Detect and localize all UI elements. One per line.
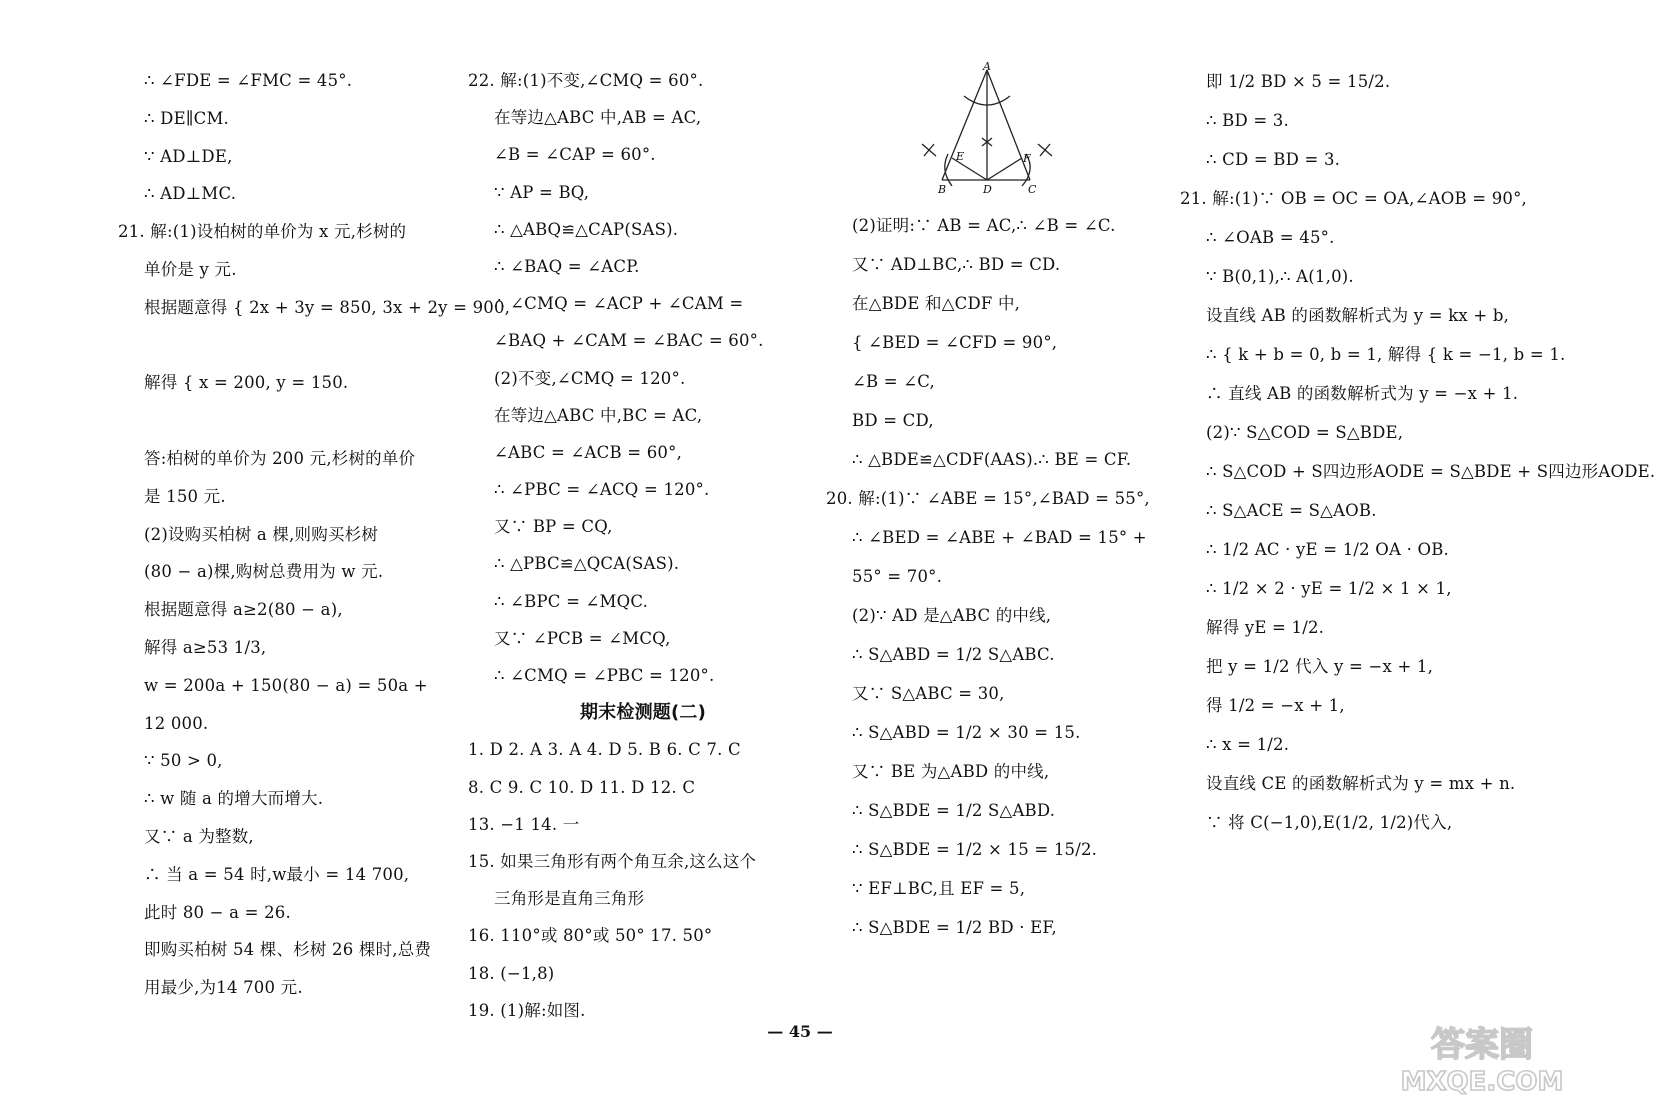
figure-label: C [1028,183,1037,196]
text-line: ∵ B(0,1),∴ A(1,0). [1206,267,1354,286]
figure-label: D [983,183,992,196]
text-line: ∴ △BDE≌△CDF(AAS).∴ BE = CF. [852,450,1132,469]
text-line: ∴ ∠BED = ∠ABE + ∠BAD = 15° + [852,528,1147,547]
text-line: ∴ ∠BAQ = ∠ACP. [494,256,640,276]
text-line: ∴ ∠CMQ = ∠PBC = 120°. [494,666,715,685]
text-line: 设直线 AB 的函数解析式为 y = kx + b, [1206,306,1510,325]
text-line: BD = CD, [852,411,934,430]
figure-label: A [983,60,991,73]
text-line: 12 000. [144,713,209,733]
text-line: 即 1/2 BD × 5 = 15/2. [1206,72,1391,91]
text-line: ∴ BD = 3. [1206,111,1289,130]
text-line: 又∵ AD⊥BC,∴ BD = CD. [852,255,1061,274]
text-line: ∠ABC = ∠ACB = 60°, [494,442,683,462]
text-line: ∵ 将 C(−1,0),E(1/2, 1/2)代入, [1206,813,1453,832]
text-line: 答:柏树的单价为 200 元,杉树的单价 [144,448,416,468]
text-line: 用最少,为14 700 元. [144,978,303,998]
text-line [118,402,448,440]
text-line: ∴ S△ABD = 1/2 S△ABC. [852,645,1055,664]
text-line: 解得 a≥53 1/3, [144,637,267,657]
answer-column-4 [1180,62,1655,842]
text-line: 又∵ S△ABC = 30, [852,684,1005,703]
text-line: ∠BAQ + ∠CAM = ∠BAC = 60°. [494,331,764,351]
text-line: ∴ 1/2 × 2 · yE = 1/2 × 1 × 1, [1206,579,1452,598]
text-line: ∵ AD⊥DE, [144,146,233,166]
figure-label: B [938,183,947,196]
text-line: ∴ ∠BPC = ∠MQC. [494,591,649,611]
text-line: 把 y = 1/2 代入 y = −x + 1, [1206,657,1434,676]
text-line: 根据题意得 a≥2(80 − a), [144,600,343,620]
text-line: ∴ S△COD + S四边形AODE = S△BDE + S四边形AODE. [1206,462,1655,481]
text-line: 又∵ BP = CQ, [494,517,613,537]
text-line: ∴ S△ACE = S△AOB. [1206,501,1377,520]
text-line: ∴ S△BDE = 1/2 × 15 = 15/2. [852,840,1098,859]
equation-system: ∴ { k + b = 0, b = 1, 解得 { k = −1, b = 1. [1206,345,1566,364]
answer-column-1 [118,62,511,1007]
text-line: w = 200a + 150(80 − a) = 50a + [144,675,428,695]
question-21-title: 21. 解:(1)设柏树的单价为 x 元,杉树的 [118,222,407,242]
text-line [118,327,448,365]
triangle-construction-figure [912,62,1062,200]
section-heading: 期末检测题(二) [579,702,707,724]
text-line: 三角形是直角三角形 [494,889,645,909]
text-line: 单价是 y 元. [144,259,237,279]
text-line: (2)证明:∵ AB = AC,∴ ∠B = ∠C. [852,216,1116,235]
text-line: 又∵ BE 为△ABD 的中线, [852,762,1050,781]
text-line: 在△BDE 和△CDF 中, [852,294,1021,313]
text-line: ∴ S△BDE = 1/2 S△ABD. [852,801,1056,820]
text-line: ∵ 50 > 0, [144,751,223,771]
text-line: 即购买柏树 54 棵、杉树 26 棵时,总费 [144,940,432,960]
text-line: ∴ S△ABD = 1/2 × 30 = 15. [852,723,1081,742]
text-line: ∴ ∠PBC = ∠ACQ = 120°. [494,480,710,500]
text-line: ∴ 直线 AB 的函数解析式为 y = −x + 1. [1206,384,1519,403]
text-line: ∴ AD⊥MC. [144,184,237,204]
text-line: ∴ 当 a = 54 时,w最小 = 14 700, [144,864,410,884]
text-line: ∴ x = 1/2. [1206,735,1290,754]
text-line: (80 − a)棵,购树总费用为 w 元. [144,562,384,582]
text-line: 得 1/2 = −x + 1, [1206,696,1345,715]
text-line: ∴ DE∥CM. [144,108,230,128]
text-line: 在等边△ABC 中,BC = AC, [494,405,703,425]
text-line: 13. −1 14. 一 [468,814,580,834]
question-22-title: 22. 解:(1)不变,∠CMQ = 60°. [468,71,704,90]
text-line: 19. (1)解:如图. [468,1000,586,1020]
text-line: ∴ ∠OAB = 45°. [1206,228,1335,247]
text-line: 16. 110°或 80°或 50° 17. 50° [468,926,713,946]
text-line: 设直线 CE 的函数解析式为 y = mx + n. [1206,774,1516,793]
text-line: (2)∵ S△COD = S△BDE, [1206,423,1404,442]
text-line: { ∠BED = ∠CFD = 90°, [852,333,1058,352]
answer-key-row: 8. C 9. C 10. D 11. D 12. C [468,777,696,797]
answer-column-3 [826,62,1176,947]
text-line: (2)设购买柏树 a 棵,则购买杉树 [144,524,379,544]
answer-key-row: 1. D 2. A 3. A 4. D 5. B 6. C 7. C [468,740,741,760]
text-line: (2)∵ AD 是△ABC 的中线, [852,606,1052,625]
text-line: ∵ AP = BQ, [494,182,590,202]
watermark-url: MXQE.COM [1400,1067,1564,1097]
text-line: 是 150 元. [144,486,226,506]
question-20-title: 20. 解:(1)∵ ∠ABE = 15°,∠BAD = 55°, [826,489,1150,508]
equation-solution: 解得 { x = 200, y = 150. [144,373,349,393]
figure-label: F [1023,152,1031,165]
question-21-title: 21. 解:(1)∵ OB = OC = OA,∠AOB = 90°, [1180,189,1527,208]
text-line: ∠B = ∠CAP = 60°. [494,145,656,165]
text-line: ∴ S△BDE = 1/2 BD · EF, [852,918,1057,937]
text-line: ∴ 1/2 AC · yE = 1/2 OA · OB. [1206,540,1449,559]
text-line: 18. (−1,8) [468,963,555,983]
text-line: 此时 80 − a = 26. [144,902,291,922]
text-line: ∴ △PBC≌△QCA(SAS). [494,554,680,574]
equation-system: 根据题意得 { 2x + 3y = 850, 3x + 2y = 900, [144,297,511,317]
text-line: ∴ ∠FDE = ∠FMC = 45°. [144,71,353,90]
answer-column-2 [468,62,818,1029]
text-line: 解得 yE = 1/2. [1206,618,1325,637]
page-number: — 45 — [767,1022,833,1041]
text-line: ∵ EF⊥BC,且 EF = 5, [852,879,1026,898]
text-line: ∴ CD = BD = 3. [1206,150,1341,169]
text-line: ∴ △ABQ≌△CAP(SAS). [494,219,679,239]
text-line: ∴ w 随 a 的增大而增大. [144,789,324,809]
watermark-logo [1382,1018,1582,1098]
text-line: ∠B = ∠C, [852,372,935,391]
text-line: 又∵ a 为整数, [144,826,254,846]
watermark-text: 答案圈 [1431,1025,1533,1065]
text-line: 15. 如果三角形有两个角互余,这么这个 [468,851,757,871]
text-line: (2)不变,∠CMQ = 120°. [494,368,686,388]
text-line: 又∵ ∠PCB = ∠MCQ, [494,628,671,648]
text-line: 55° = 70°. [852,567,943,586]
figure-label: E [956,150,965,163]
text-line: 在等边△ABC 中,AB = AC, [494,108,702,128]
text-line: ∴ ∠CMQ = ∠ACP + ∠CAM = [494,294,744,314]
